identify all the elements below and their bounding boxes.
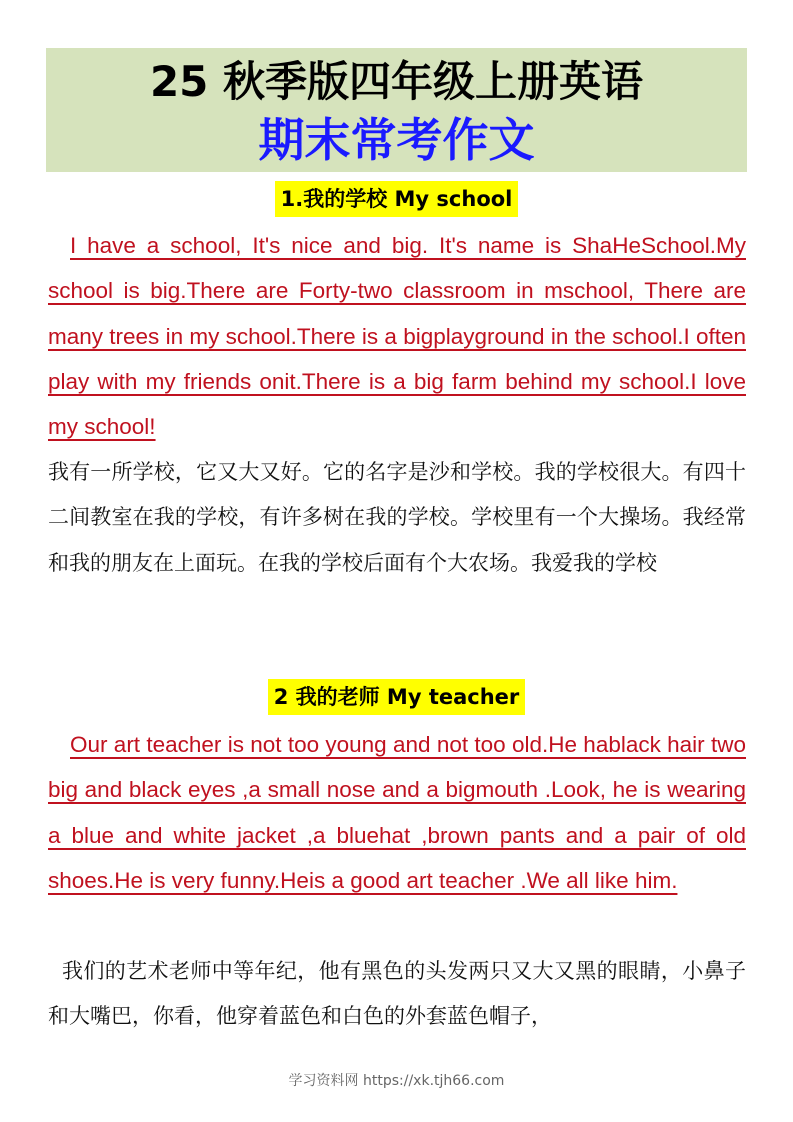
section-heading-label: 2 我的老师 My teacher <box>268 679 526 715</box>
english-essay-teacher: Our art teacher is not too young and not too old.He hablack hair two big and black eyes ,a small nose and a bigmouth .Look, he is wearing a blue and white jacket ,a bluehat ,brown pants and a pair of old shoes.He is very funny.Heis a good art teacher .We all like him. <box>48 732 746 893</box>
chinese-translation-teacher: 我们的艺术老师中等年纪，他有黑色的头发两只又大又黑的眼睛，小鼻子和大嘴巴，你看，他穿着蓝色和白色的外套蓝色帽子， <box>48 959 746 1029</box>
title-banner <box>46 48 747 172</box>
english-essay-school: I have a school, It's nice and big. It's name is ShaHeSchool.My school is big.There are Forty-two classroom in mschool, There are many trees in my school.There is a bigplayground in the school.I often play with my friends onit.There is a big farm behind my school.I love my school! <box>48 233 746 440</box>
section-heading-school <box>0 181 793 217</box>
footer-watermark: 学习资料网 https://xk.tjh66.com <box>288 1073 505 1089</box>
section-heading-teacher <box>0 679 793 715</box>
page-subtitle: 期末常考作文 <box>258 113 535 167</box>
section-heading-label: 1.我的学校 My school <box>275 181 519 217</box>
page-title: 25 秋季版四年级上册英语 <box>149 57 644 106</box>
chinese-translation-school: 我有一所学校，它又大又好。它的名字是沙和学校。我的学校很大。有四十二间教室在我的学校，有许多树在我的学校。学校里有一个大操场。我经常和我的朋友在上面玩。在我的学校后面有个大农场。我爱我的学校 <box>48 460 746 575</box>
